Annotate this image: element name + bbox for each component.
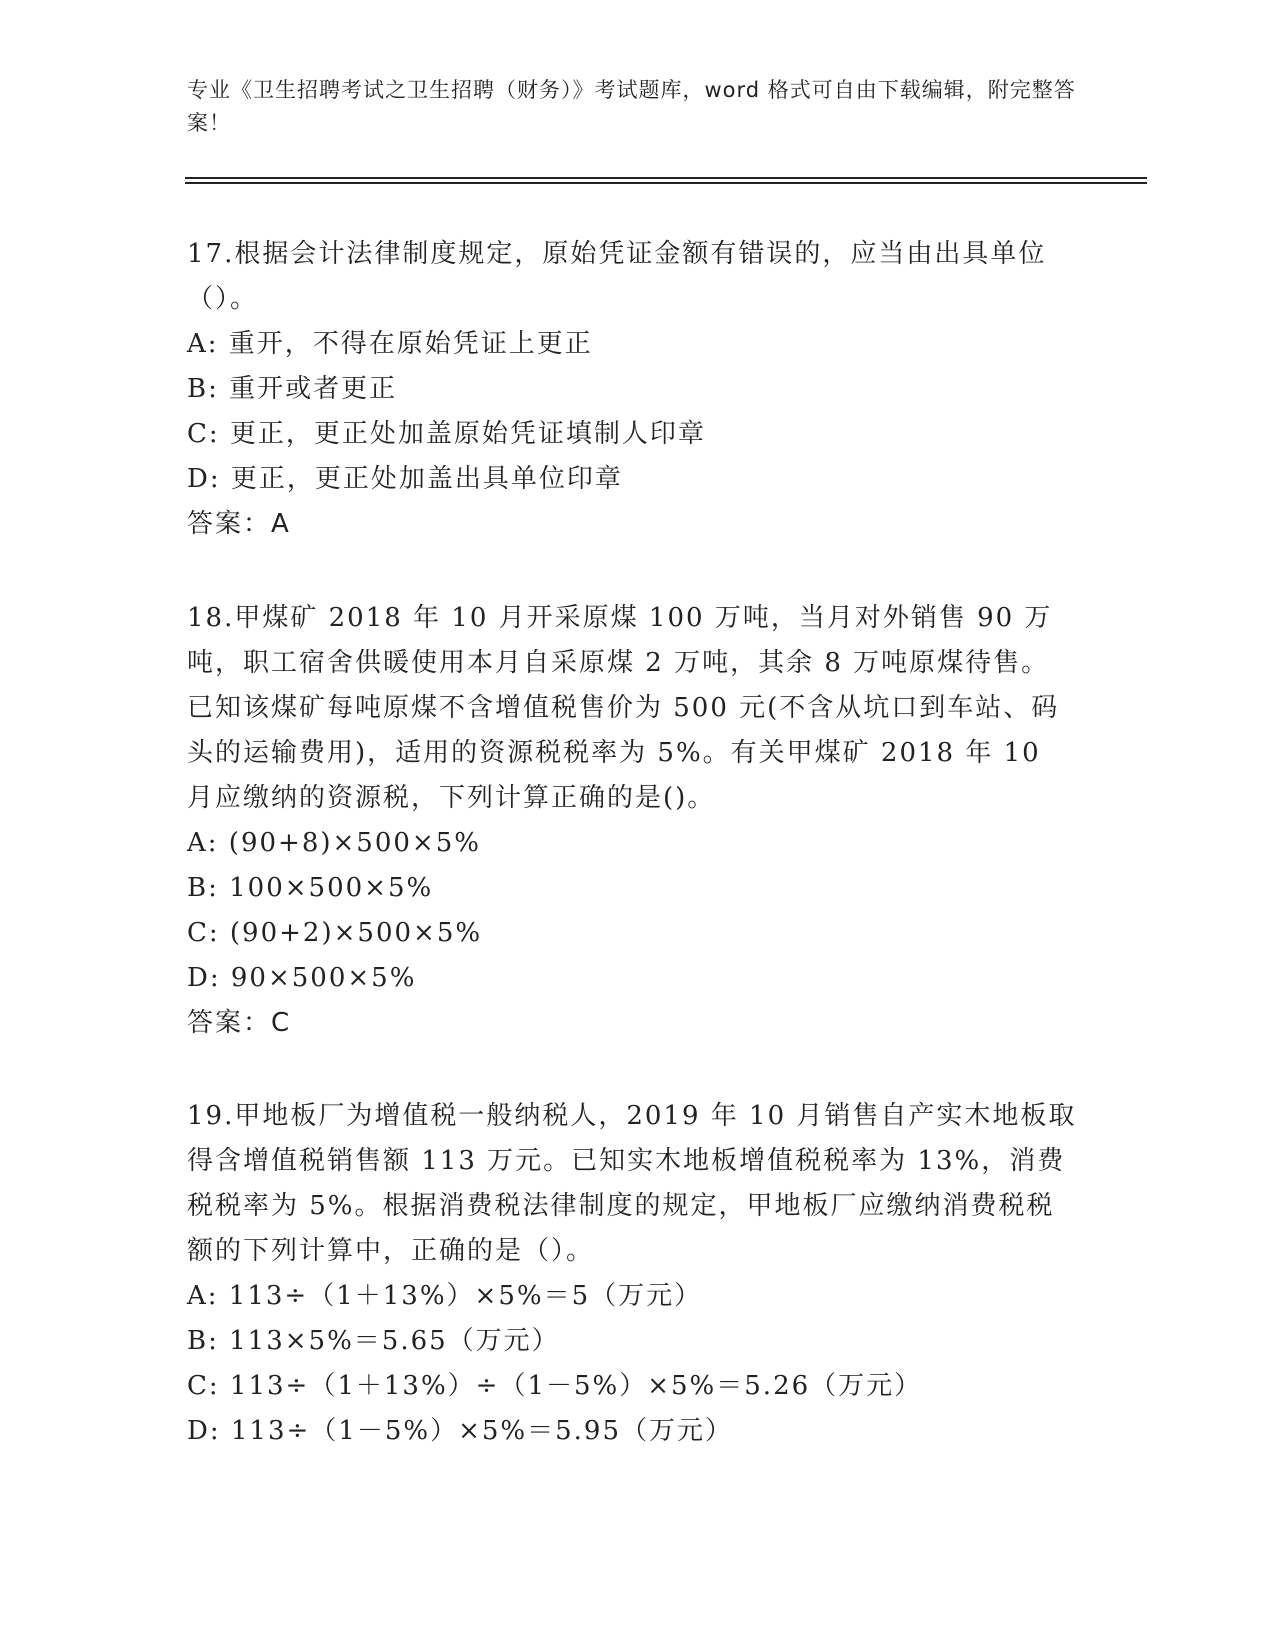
option-d: D: 更正，更正处加盖出具单位印章 — [187, 464, 623, 494]
question-stem: 19.甲地板厂为增值税一般纳税人，2019 年 10 月销售自产实木地板取得含增值税销售额 113 万元。已知实木地板增值税税率为 13%，消费税税率为 5%。根据消费税法律制度的规定，甲地板厂应缴纳消费税税额的下列计算中，正确的是（）。 — [187, 1101, 1077, 1266]
question-17 — [187, 232, 1077, 547]
question-stem: 18.甲煤矿 2018 年 10 月开采原煤 100 万吨，当月对外销售 90 万吨，职工宿舍供暖使用本月自采原煤 2 万吨，其余 8 万吨原煤待售。已知该煤矿每吨原煤不含增值税售价为 500 元(不含从坑口到车站、码头的运输费用)，适用的资源税税率为 5%。有关甲煤矿 2018 年 10 月应缴纳的资源税，下列计算正确的是()。 — [187, 603, 1060, 813]
option-b: B: 重开或者更正 — [187, 374, 398, 404]
document-header: 专业《卫生招聘考试之卫生招聘（财务）》考试题库，word 格式可自由下载编辑，附完整答案！ — [187, 78, 1076, 135]
question-18 — [187, 596, 1077, 1046]
question-stem: 17.根据会计法律制度规定，原始凭证金额有错误的，应当由出具单位（）。 — [187, 239, 1047, 314]
header-divider-top — [185, 177, 1147, 179]
option-a: A: 113÷（1＋13%）×5%＝5（万元） — [187, 1281, 703, 1311]
option-c: C: 113÷（1＋13%）÷（1－5%）×5%＝5.26（万元） — [187, 1371, 923, 1401]
option-b: B: 113×5%＝5.65（万元） — [187, 1326, 560, 1356]
option-c: C: (90+2)×500×5% — [187, 918, 483, 948]
option-b: B: 100×500×5% — [187, 873, 434, 903]
option-a: A: (90+8)×500×5% — [187, 828, 481, 858]
option-d: D: 90×500×5% — [187, 963, 417, 993]
question-19 — [187, 1094, 1077, 1454]
option-c: C: 更正，更正处加盖原始凭证填制人印章 — [187, 419, 706, 449]
header-divider-bottom — [185, 182, 1147, 184]
option-d: D: 113÷（1－5%）×5%＝5.95（万元） — [187, 1416, 733, 1446]
option-a: A: 重开，不得在原始凭证上更正 — [187, 329, 593, 359]
answer-line: 答案：C — [187, 1008, 292, 1038]
answer-line: 答案：A — [187, 509, 291, 539]
